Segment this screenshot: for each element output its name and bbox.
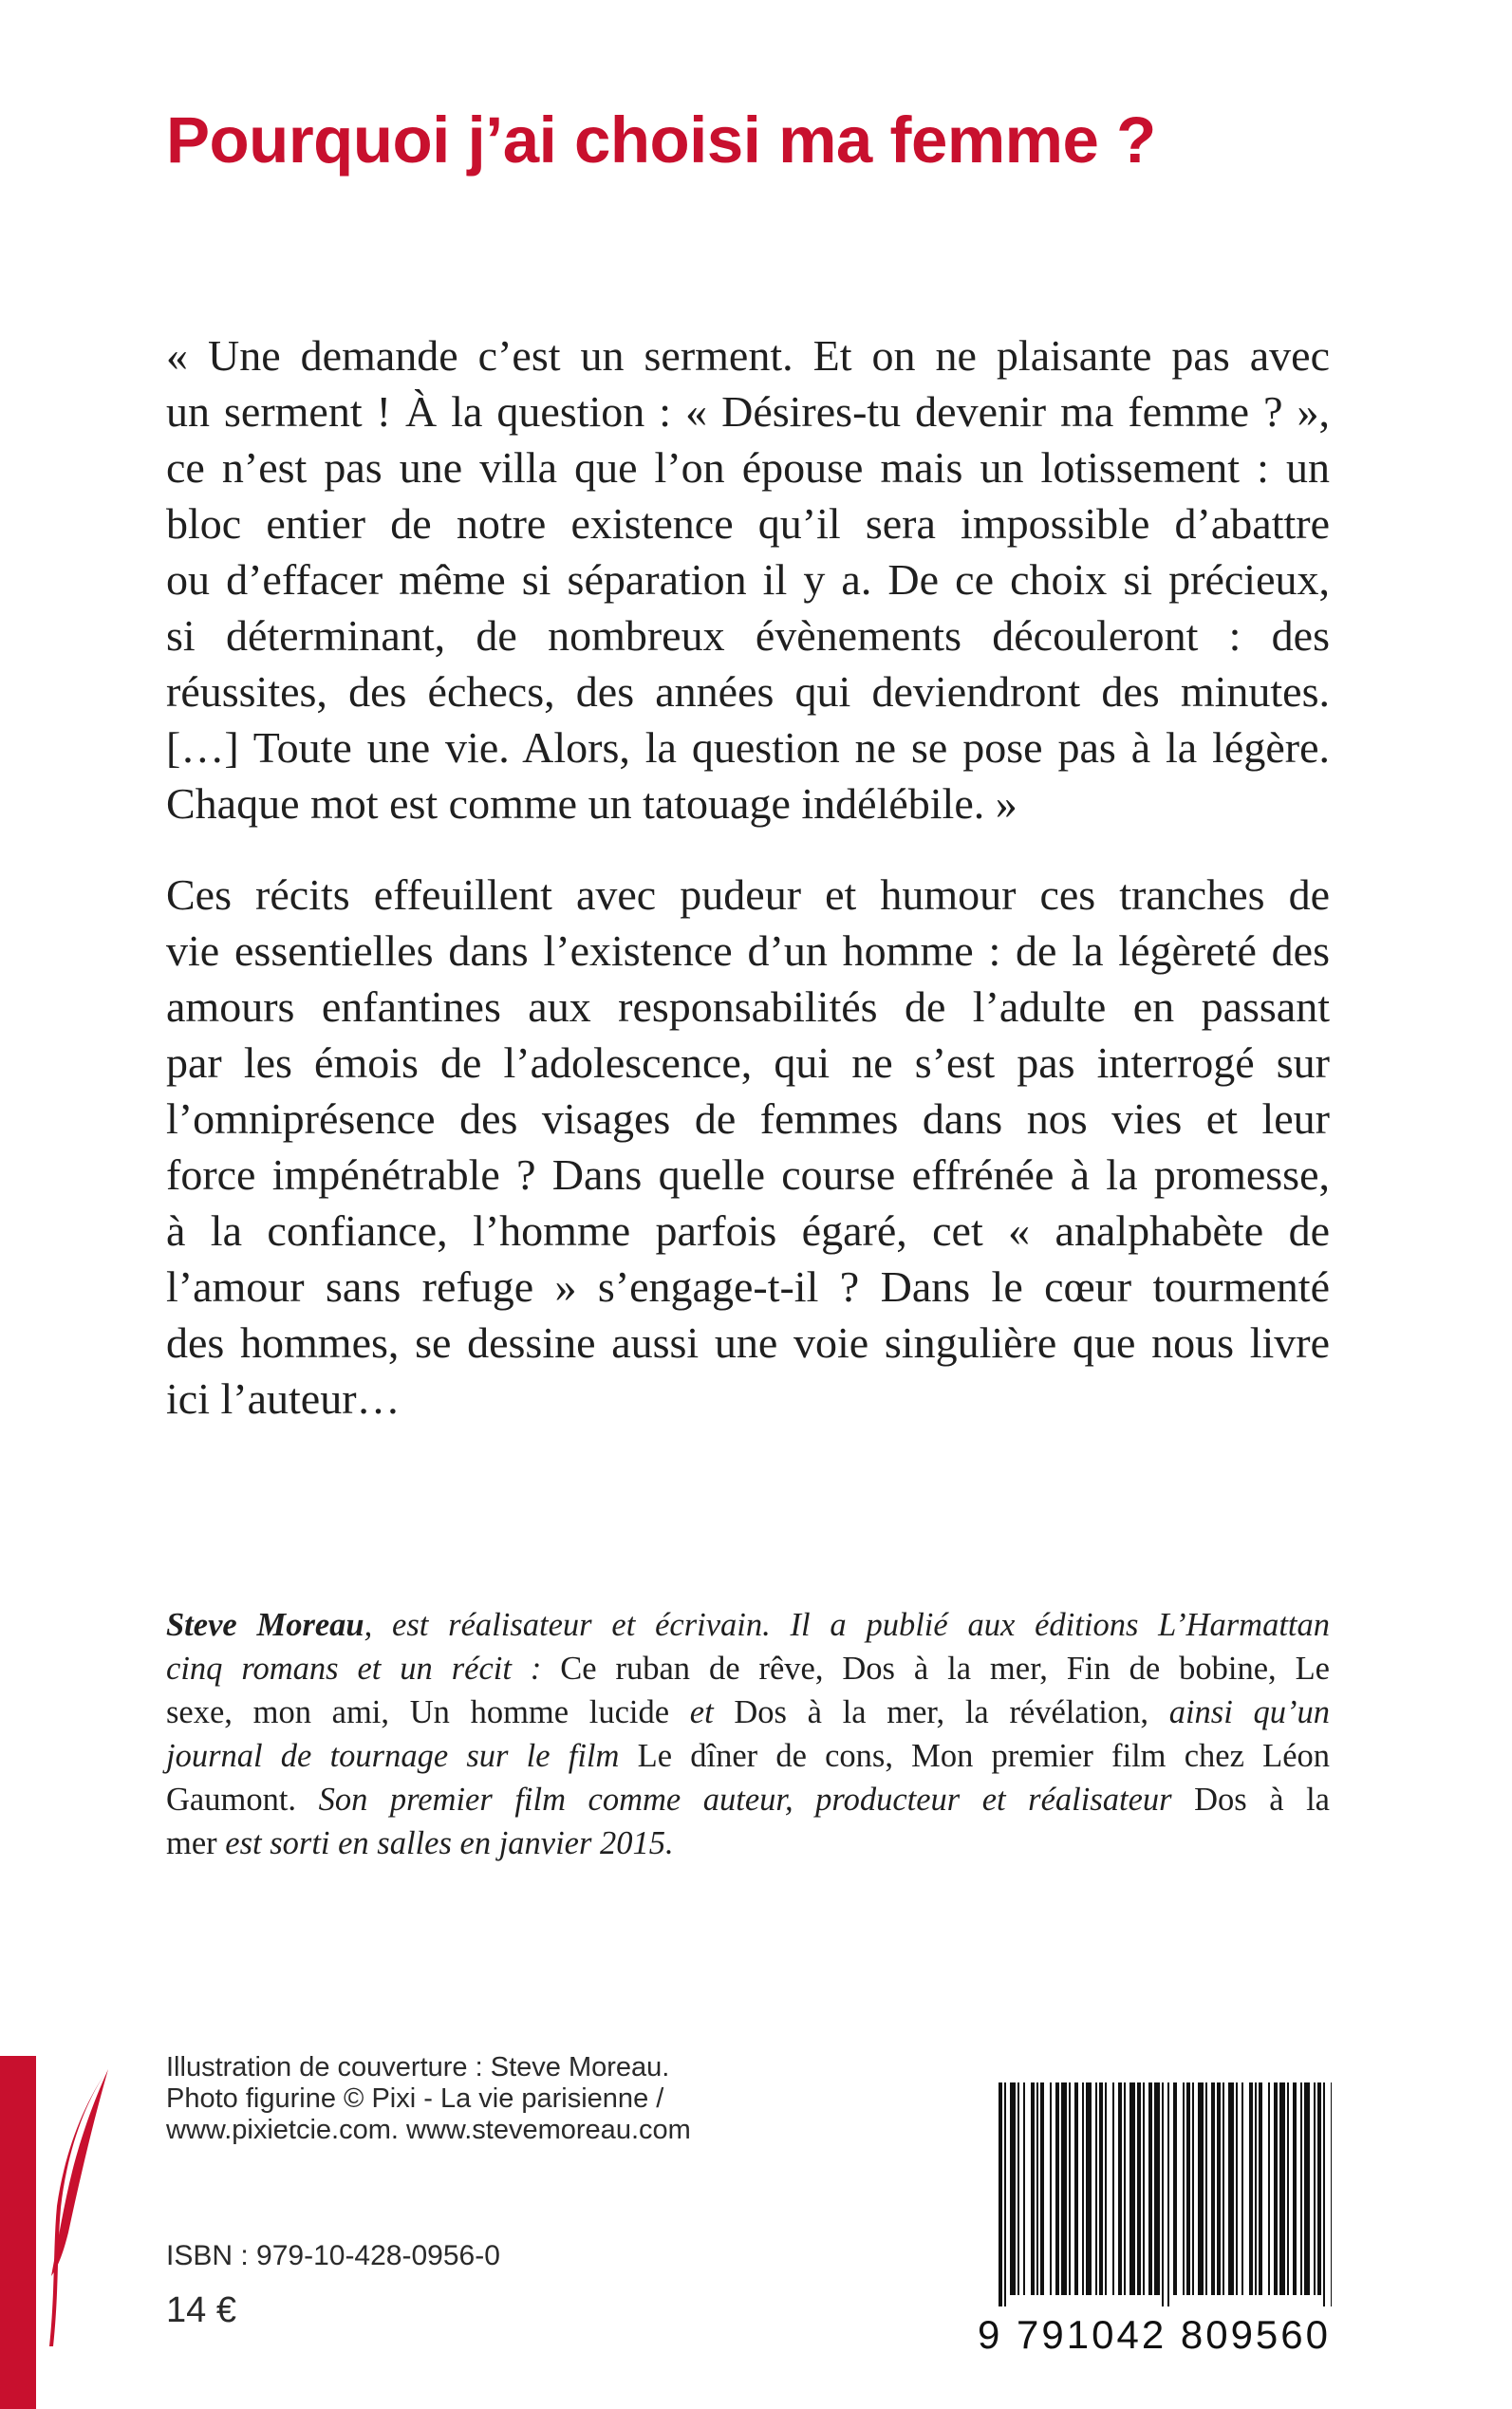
- barcode-bar: [1112, 2082, 1114, 2295]
- quote-line: ce n’est pas une villa que l’on épouse mais un lotissement : un: [166, 443, 1330, 492]
- barcode-bar: [1069, 2082, 1071, 2295]
- barcode-bar: [1249, 2082, 1253, 2295]
- barcode-bar: [1086, 2082, 1092, 2295]
- bio-text: Son premier film comme auteur, producteur et réalisateur: [318, 1782, 1195, 1818]
- author-name: Steve Moreau: [166, 1607, 364, 1643]
- red-spine-bar: [0, 2056, 36, 2409]
- description-line: l’omniprésence des visages de femmes dans nos vies et leur: [166, 1094, 1330, 1143]
- barcode-bar: [1217, 2082, 1221, 2295]
- barcode-bar: [1300, 2082, 1302, 2295]
- barcode-bar: [1061, 2082, 1067, 2295]
- credit-line: Photo figurine © Pixi - La vie parisienne /: [166, 2083, 664, 2114]
- quote-line: […] Toute une vie. Alors, la question ne se pose pas à la légère.: [166, 723, 1330, 772]
- bio-book-titles: Dos à la mer, la révélation,: [713, 1694, 1169, 1730]
- book-title: Pourquoi j’ai choisi ma femme ?: [166, 103, 1156, 177]
- bio-text: et: [689, 1694, 714, 1730]
- description-line: Ces récits effeuillent avec pudeur et humour ces tranches de: [166, 870, 1330, 919]
- quote-line: réussites, des échecs, des années qui deviendront des minutes.: [166, 667, 1330, 716]
- description-line: amours enfantines aux responsabilités de l’adulte en passant: [166, 982, 1330, 1031]
- barcode-bar: [1228, 2082, 1234, 2295]
- barcode-bar: [1279, 2082, 1285, 2295]
- quote-line: bloc entier de notre existence qu’il sera impossible d’abattre: [166, 499, 1330, 548]
- author-bio: [166, 1603, 1330, 1865]
- barcode-bar: [1105, 2082, 1107, 2295]
- barcode-bar: [1293, 2082, 1297, 2295]
- bio-text: journal de tournage sur le film: [166, 1738, 638, 1774]
- barcode-bar: [999, 2082, 1002, 2306]
- barcode-bar: [1198, 2082, 1204, 2295]
- isbn-text: ISBN : 979-10-428-0956-0: [166, 2240, 500, 2271]
- price-text: 14 €: [166, 2290, 236, 2330]
- barcode-bar: [1004, 2082, 1006, 2306]
- bio-line: [166, 1821, 1330, 1865]
- quote-line: Chaque mot est comme un tatouage indélébile. »: [166, 779, 1017, 828]
- quote-line: ou d’effacer même si séparation il y a. De ce choix si précieux,: [166, 555, 1330, 604]
- barcode-bar: [1241, 2082, 1243, 2295]
- barcode-bar: [1137, 2082, 1141, 2295]
- quote-line: si déterminant, de nombreux évènements découleront : des: [166, 611, 1330, 660]
- barcode-bar: [1036, 2082, 1038, 2295]
- bio-book-titles: sexe, mon ami, Un homme lucide: [166, 1694, 690, 1730]
- barcode-bar: [1255, 2082, 1257, 2295]
- barcode-bar: [1304, 2082, 1310, 2295]
- barcode-bar: [1323, 2082, 1325, 2306]
- barcode-bar: [1223, 2082, 1224, 2295]
- feather-icon: [46, 2065, 112, 2350]
- barcode-bar: [1074, 2082, 1078, 2295]
- barcode-bar: [1023, 2082, 1025, 2295]
- description-line: vie essentielles dans l’existence d’un homme : de la légèreté des: [166, 926, 1330, 975]
- bio-book-titles: Ce ruban de rêve, Dos à la mer, Fin de bobine, Le: [560, 1651, 1330, 1687]
- description-line: force impénétrable ? Dans quelle course effrénée à la promesse,: [166, 1150, 1330, 1199]
- bio-book-titles: Dos à la: [1194, 1782, 1330, 1818]
- bio-text: est sorti en salles en janvier 2015.: [225, 1825, 674, 1861]
- quote-paragraph: [166, 327, 1330, 831]
- description-line: l’amour sans refuge » s’engage-t-il ? Dans le cœur tourmenté: [166, 1262, 1330, 1311]
- credit-line: Illustration de couverture : Steve Moreau.: [166, 2052, 670, 2082]
- description-line: ici l’auteur…: [166, 1374, 401, 1423]
- barcode-bar: [1040, 2082, 1044, 2295]
- barcode-bar: [1017, 2082, 1019, 2295]
- quote-line: un serment ! À la question : « Désires-tu devenir ma femme ? »,: [166, 387, 1330, 436]
- bio-text: , est réalisateur et écrivain. Il a publié aux éditions L’Harmattan: [364, 1607, 1330, 1643]
- bio-line: [166, 1690, 1330, 1734]
- barcode-bar: [1183, 2082, 1185, 2295]
- barcode-bar: [1317, 2082, 1321, 2295]
- barcode-bar: [1143, 2082, 1145, 2295]
- cover-credits: [166, 2052, 691, 2146]
- barcode-bar: [1095, 2082, 1097, 2295]
- bio-line: [166, 1778, 1330, 1821]
- barcode-bar: [1314, 2082, 1316, 2295]
- bio-book-titles: Gaumont.: [166, 1782, 319, 1818]
- barcode-bar: [1099, 2082, 1103, 2295]
- barcode-bar: [1050, 2082, 1052, 2295]
- bio-line: [166, 1734, 1330, 1778]
- barcode-bar: [1331, 2082, 1332, 2306]
- description-line: des hommes, se dessine aussi une voie singulière que nous livre: [166, 1318, 1330, 1367]
- description-line: à la confiance, l’homme parfois égaré, cet « analphabète de: [166, 1206, 1330, 1255]
- barcode-bar: [1124, 2082, 1126, 2295]
- bio-book-titles: mer: [166, 1825, 226, 1861]
- barcode-digits: 9 791042 809560: [978, 2312, 1331, 2357]
- bio-text: cinq romans et un récit :: [166, 1651, 561, 1687]
- barcode-bar: [1118, 2082, 1122, 2295]
- barcode-bar: [1129, 2082, 1135, 2295]
- barcode-bar: [1192, 2082, 1194, 2295]
- bio-line: [166, 1647, 1330, 1690]
- bio-text: ainsi qu’un: [1168, 1694, 1330, 1730]
- barcode-bar: [1167, 2082, 1169, 2306]
- credit-line: www.pixietcie.com. www.stevemoreau.com: [166, 2115, 691, 2145]
- barcode-bar: [1268, 2082, 1270, 2295]
- barcode-bar: [1205, 2082, 1207, 2295]
- barcode-bar: [1287, 2082, 1289, 2295]
- barcode-bar: [1162, 2082, 1164, 2306]
- description-paragraph: [166, 867, 1330, 1427]
- barcode-bar: [1010, 2082, 1016, 2295]
- barcode-bar: [1031, 2082, 1035, 2295]
- description-line: par les émois de l’adolescence, qui ne s’est pas interrogé sur: [166, 1038, 1330, 1087]
- bio-book-titles: Le dîner de cons, Mon premier film chez Léon: [637, 1738, 1331, 1774]
- barcode-bar: [1274, 2082, 1278, 2295]
- barcode-bar: [1236, 2082, 1238, 2295]
- barcode-icon: [999, 2082, 1332, 2306]
- barcode-bar: [1082, 2082, 1084, 2295]
- barcode-bar: [1148, 2082, 1152, 2295]
- barcode-bar: [1173, 2082, 1177, 2295]
- barcode-bar: [1259, 2082, 1262, 2295]
- barcode-bar: [1154, 2082, 1160, 2295]
- quote-line: « Une demande c’est un serment. Et on ne plaisante pas avec: [166, 331, 1330, 380]
- bio-line: [166, 1603, 1330, 1647]
- barcode-bar: [1211, 2082, 1215, 2295]
- barcode-bar: [1186, 2082, 1190, 2295]
- barcode-bar: [1055, 2082, 1059, 2295]
